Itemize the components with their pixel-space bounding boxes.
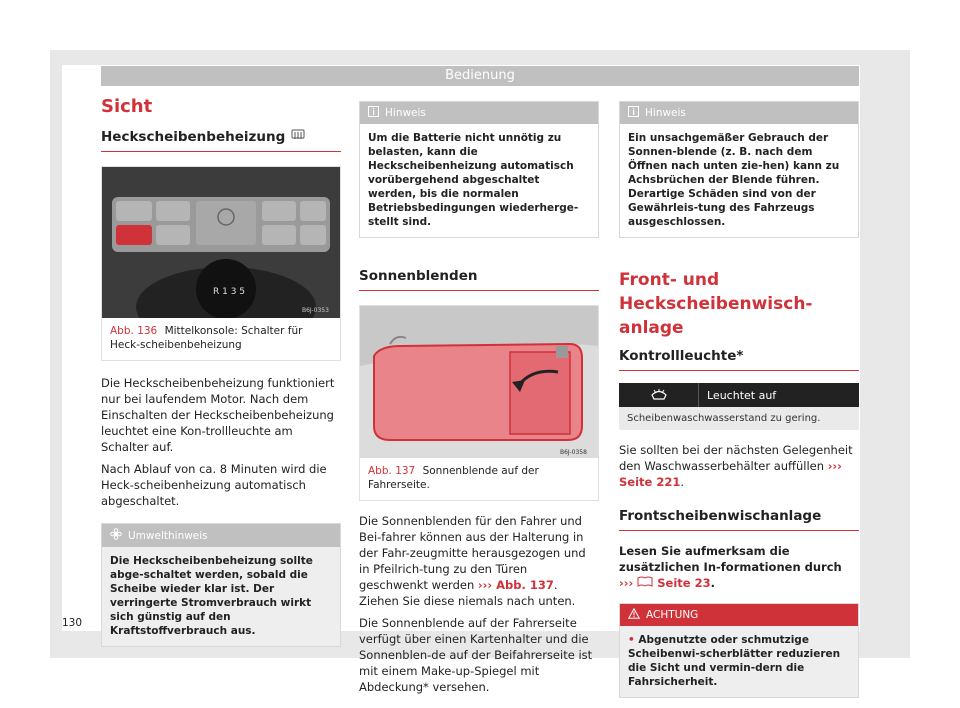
subtitle-sonnenblenden — [359, 268, 599, 291]
figure-136 — [101, 166, 341, 361]
flower-icon — [110, 528, 122, 543]
warning-light-table — [619, 383, 859, 430]
hint-text: Ein unsachgemäßer Gebrauch der Sonnen-blende (z. B. nach dem Öffnen nach unten zie-hen) kann zu Achsbrüchen der Blende führen. Derartige Schäden sind von der Gewährleis-tung des Fahrzeugs ausgeschlossen. — [620, 124, 858, 237]
page-number: 130 — [62, 617, 83, 629]
paragraph: Die Heckscheibenbeheizung funktioniert nur bei laufendem Motor. Nach dem Einschalten der Heckscheibenbeheizung leuchtet eine Kon-trollleuchte am Schalter auf. — [101, 376, 335, 454]
bullet: • — [628, 634, 635, 646]
page-link[interactable]: Seite 23 — [657, 576, 711, 590]
paragraph-text: . Ziehen Sie diese niemals nach unten. — [359, 578, 576, 608]
page-header: Bedienung — [101, 66, 859, 86]
figure-caption — [360, 458, 598, 500]
hint-box — [619, 101, 859, 238]
column-middle — [359, 101, 599, 695]
paragraph-text: . — [710, 576, 715, 590]
warning-text — [620, 626, 858, 697]
subtitle-text: Kontrollleuchte* — [619, 348, 744, 364]
environment-note-text: Die Heckscheibenbeheizung sollte abge-schaltet werden, sobald die Scheibe wieder klar ist. Der verringerte Stromverbrauch wirkt sich günstig auf den Kraftstoffverbrauch aus. — [102, 547, 340, 646]
paragraph: Nach Ablauf von ca. 8 Minuten wird die Heck-scheibenheizung automatisch abgeschaltet. — [101, 462, 327, 508]
hint-text: Um die Batterie nicht unnötig zu belasten, kann die Heckscheibenheizung automatisch vorübergehend abgeschaltet werden, bis die normalen Betriebsbedingungen wiederherge-stellt sind. — [360, 124, 598, 237]
paragraph-text: Lesen Sie aufmerksam die zusätzlichen In-formationen durch — [619, 544, 842, 574]
hint-title: Hinweis — [645, 107, 686, 119]
hint-title: Hinweis — [385, 107, 426, 119]
column-right — [619, 101, 859, 698]
section-title-sicht: Sicht — [101, 96, 153, 117]
environment-note-title: Umwelthinweis — [128, 529, 208, 542]
subtitle-heckscheibenbeheizung — [101, 129, 341, 152]
svg-text:B6J-0358: B6J-0358 — [560, 449, 587, 456]
hint-header — [620, 102, 858, 124]
rear-defrost-icon — [291, 129, 305, 145]
info-icon — [628, 106, 639, 120]
figure-number: Abb. 136 — [110, 325, 158, 337]
subtitle-kontrollleuchte — [619, 348, 859, 371]
warning-header — [620, 604, 858, 626]
figure-link[interactable]: ››› Abb. 137 — [477, 578, 554, 592]
paragraph — [619, 543, 859, 591]
column-left — [101, 96, 341, 647]
warning-light-state: Leuchtet auf — [707, 388, 777, 402]
paragraph — [619, 442, 859, 490]
subtitle-frontscheibenwischanlage — [619, 508, 859, 531]
paragraph-text: . — [680, 475, 684, 489]
hint-header — [360, 102, 598, 124]
paragraph — [359, 513, 599, 609]
warning-triangle-icon — [628, 608, 640, 622]
figure-number: Abb. 137 — [368, 465, 416, 477]
page-link-arrows[interactable]: ››› — [619, 576, 634, 590]
section-title-wischanlage: Front- und Heckscheibenwisch-anlage — [619, 270, 813, 338]
svg-text:R 1 3 5: R 1 3 5 — [213, 287, 246, 297]
sun-visor-photo — [360, 306, 598, 458]
console-photo — [102, 167, 340, 318]
subtitle-text: Heckscheibenbeheizung — [101, 129, 286, 145]
figure-137 — [359, 305, 599, 501]
figure-caption-text: Sonnenblende auf der Fahrerseite. — [368, 465, 539, 491]
figure-caption — [102, 318, 340, 360]
paragraph-text: Die Sonnenblenden für den Fahrer und Bei-fahrer können aus der Halterung in der Fahr-zeugmitte herausgezogen und in Pfeilrich-tung zu den Türen geschwenkt werden — [359, 514, 586, 592]
info-icon — [368, 106, 379, 120]
figure-caption-text: Mittelkonsole: Schalter für Heck-scheibenbeheizung — [110, 325, 303, 351]
page-link[interactable]: ››› Seite 221 — [619, 459, 842, 489]
svg-text:B6J-0353: B6J-0353 — [302, 307, 329, 314]
warning-title: ACHTUNG — [646, 609, 699, 621]
paragraph-text: Sie sollten bei der nächsten Gelegenheit den Waschwasserbehälter auffüllen — [619, 443, 853, 473]
environment-note-box — [101, 523, 341, 647]
warning-light-description: Scheibenwaschwasserstand zu gering. — [619, 407, 859, 430]
warning-box — [619, 603, 859, 698]
book-icon — [637, 576, 653, 590]
subtitle-text: Frontscheibenwischanlage — [619, 508, 822, 524]
warning-text-content: Abgenutzte oder schmutzige Scheibenwi-scherblätter reduzieren die Sicht und vermin-dern die Fahrsicherheit. — [628, 634, 841, 688]
hint-box — [359, 101, 599, 238]
subtitle-text: Sonnenblenden — [359, 268, 478, 284]
washer-fluid-icon — [619, 383, 699, 407]
paragraph: Die Sonnenblende auf der Fahrerseite verfügt über einen Kartenhalter und die Sonnenblen-de auf der Beifahrerseite ist mit einem Make-up-Spiegel mit Abdeckung* versehen. — [359, 616, 593, 694]
environment-note-header — [102, 524, 340, 547]
warning-light-table-header — [619, 383, 859, 407]
